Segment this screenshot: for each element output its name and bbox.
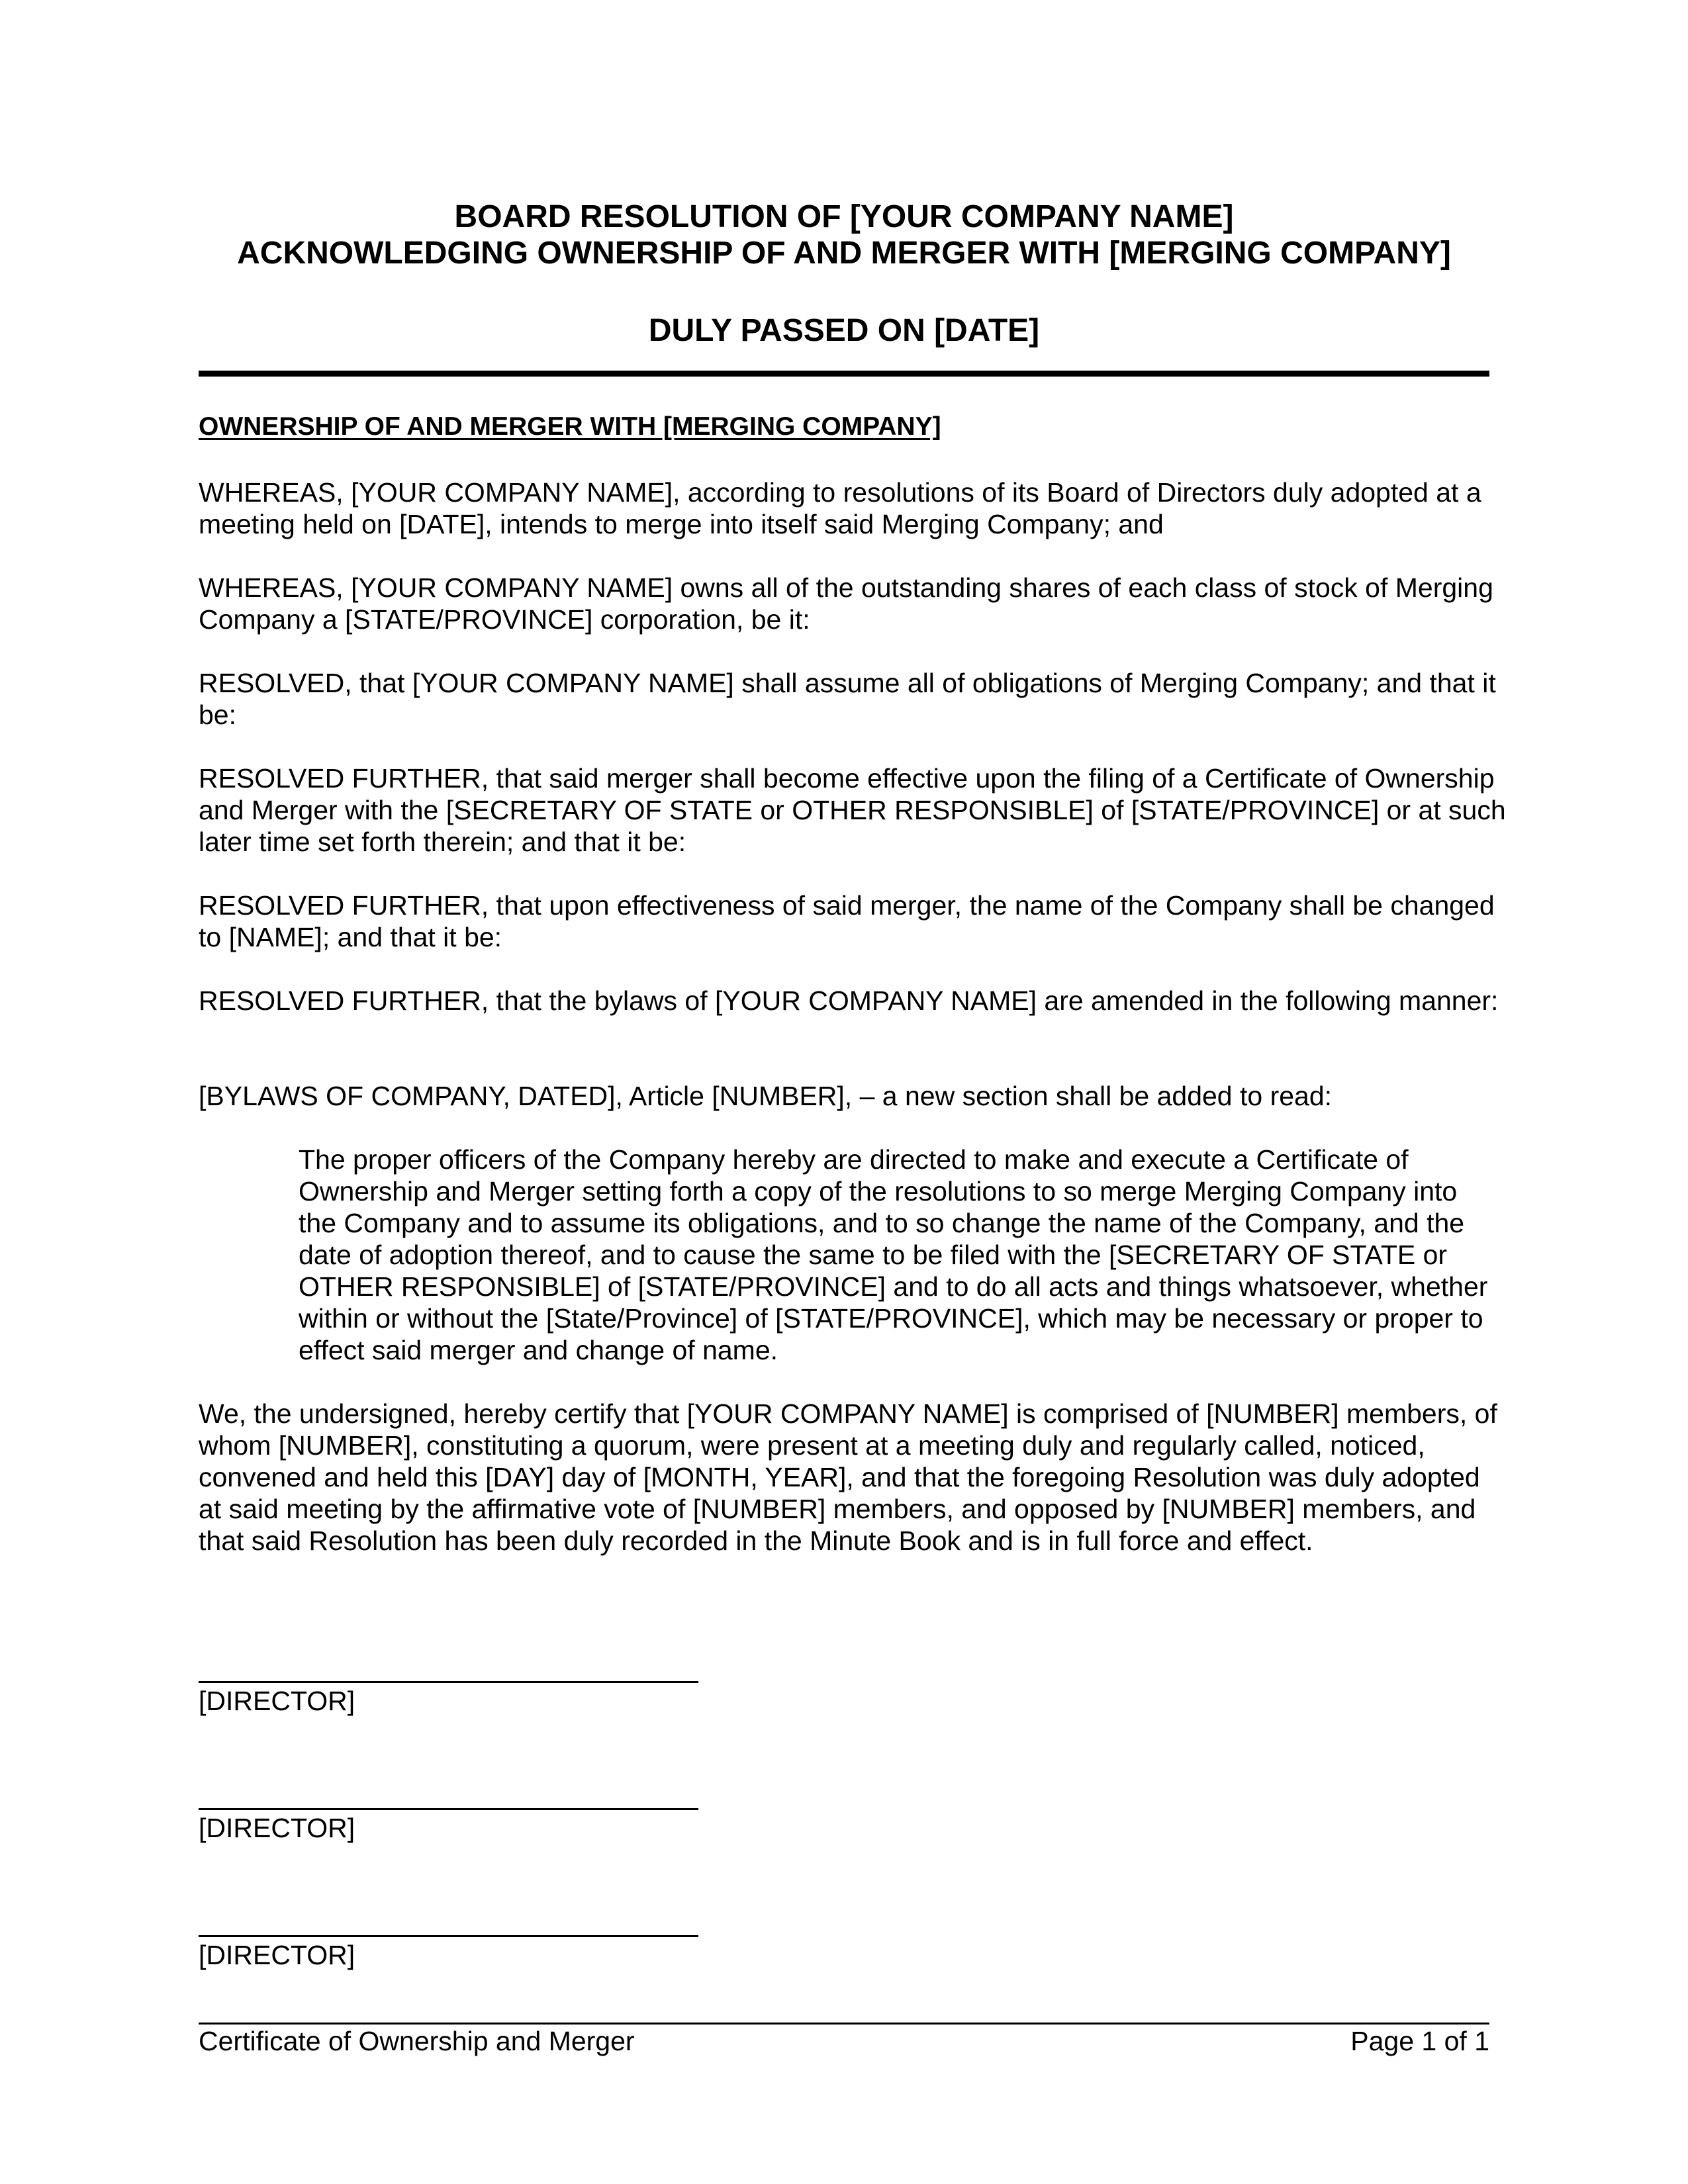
resolved-further-paragraph-2: RESOLVED FURTHER, that upon effectiveness of said merger, the name of the Company shall be changed to [NAME]; and that it be: bbox=[199, 890, 1495, 952]
signature-line-2 bbox=[199, 1808, 698, 1810]
whereas-paragraph-1: WHEREAS, [YOUR COMPANY NAME], according to resolutions of its Board of Directors duly adopted at a meeting held on [DATE], intends to merge into itself said Merging Company; and bbox=[199, 477, 1481, 539]
title-line-1: BOARD RESOLUTION OF [YOUR COMPANY NAME] bbox=[454, 199, 1234, 234]
section-heading: OWNERSHIP OF AND MERGER WITH [MERGING COMPANY] bbox=[199, 412, 941, 441]
bylaws-paragraph: [BYLAWS OF COMPANY, DATED], Article [NUMBER], – a new section shall be added to read: bbox=[199, 1081, 1333, 1111]
footer-divider bbox=[199, 2023, 1489, 2025]
footer-page-number: Page 1 of 1 bbox=[1350, 2026, 1489, 2056]
title-date-line: DULY PASSED ON [DATE] bbox=[648, 313, 1040, 348]
title-line-2: ACKNOWLEDGING OWNERSHIP OF AND MERGER WITH [MERGING COMPANY] bbox=[237, 236, 1451, 271]
header-divider bbox=[199, 371, 1489, 377]
resolved-further-paragraph-3: RESOLVED FURTHER, that the bylaws of [YOUR COMPANY NAME] are amended in the following manner: bbox=[199, 985, 1499, 1016]
certification-paragraph: We, the undersigned, hereby certify that [YOUR COMPANY NAME] is comprised of [NUMBER] members, of whom [NUMBER], constituting a quorum, were present at a meeting duly and regularly called, noticed, convened and held this [DAY] day of [MONTH, YEAR], and that the foregoing Resolution was duly adopted at said meeting by the affirmative vote of [NUMBER] members, and opposed by [NUMBER] members, and that said Resolution has been duly recorded in the Minute Book and is in full force and effect. bbox=[199, 1398, 1497, 1556]
footer-document-title: Certificate of Ownership and Merger bbox=[199, 2026, 635, 2056]
whereas-paragraph-2: WHEREAS, [YOUR COMPANY NAME] owns all of the outstanding shares of each class of stock of Merging Company a [STATE/PROVINCE] corporation, be it: bbox=[199, 572, 1493, 635]
signature-label-2: [DIRECTOR] bbox=[199, 1813, 355, 1843]
signature-line-1 bbox=[199, 1681, 698, 1683]
resolved-paragraph: RESOLVED, that [YOUR COMPANY NAME] shall assume all of obligations of Merging Company; and that it be: bbox=[199, 668, 1496, 730]
signature-label-1: [DIRECTOR] bbox=[199, 1686, 355, 1716]
signature-label-3: [DIRECTOR] bbox=[199, 1940, 355, 1970]
indented-bylaw-text: The proper officers of the Company hereby are directed to make and execute a Certificate of Ownership and Merger setting forth a copy of the resolutions to so merge Merging Company into the Company and to assume its obligations, and to so change the name of the Company, and the date of adoption thereof, and to cause the same to be filed with the [SECRETARY OF STATE or OTHER RESPONSIBLE] of [STATE/PROVINCE] and to do all acts and things whatsoever, whether within or without the [State/Province] of [STATE/PROVINCE], which may be necessary or proper to effect said merger and change of name. bbox=[299, 1144, 1488, 1365]
resolved-further-paragraph-1: RESOLVED FURTHER, that said merger shall become effective upon the filing of a Certificate of Ownership and Merger with the [SECRETARY OF STATE or OTHER RESPONSIBLE] of [STATE/PROVINCE] or at such later time set forth therein; and that it be: bbox=[199, 763, 1506, 857]
signature-line-3 bbox=[199, 1935, 698, 1937]
